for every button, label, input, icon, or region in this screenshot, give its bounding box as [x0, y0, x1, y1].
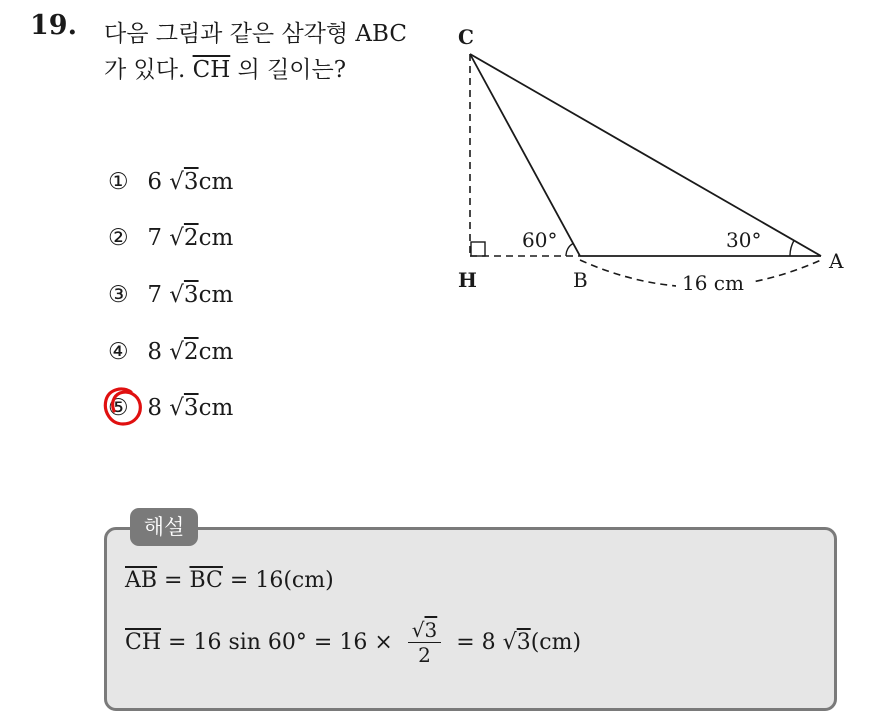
- label-a: A: [829, 249, 844, 273]
- choice-2[interactable]: [108, 221, 233, 255]
- choice-number: ①: [108, 169, 129, 195]
- choice-radicand: 2: [183, 225, 199, 251]
- choice-unit: cm: [198, 169, 234, 195]
- fraction-denominator: 2: [418, 642, 431, 667]
- solution-line-1: [125, 568, 334, 593]
- question-text: [104, 16, 434, 88]
- choice-number: ④: [108, 339, 129, 365]
- choice-unit: cm: [198, 225, 234, 251]
- choice-unit: cm: [198, 282, 234, 308]
- angle-b-arc: [566, 244, 573, 257]
- segment-ch: $\overline{CH}$: [125, 629, 162, 655]
- choice-coef: 7: [147, 225, 162, 251]
- choice-radicand: 2: [183, 339, 199, 365]
- solution-title: 해설: [130, 508, 198, 546]
- choice-coef: 7: [147, 282, 162, 308]
- line2-unit: (cm): [530, 629, 582, 655]
- sqrt-symbol: √: [411, 617, 425, 642]
- sqrt-symbol: √: [169, 282, 184, 308]
- choice-coef: 8: [147, 339, 162, 365]
- choice-unit: cm: [198, 395, 234, 421]
- segment-ca-line: [470, 54, 821, 256]
- choice-radicand: 3: [183, 395, 199, 421]
- sqrt-symbol: √: [169, 339, 184, 365]
- choice-number: ⑤: [108, 395, 129, 421]
- angle-b-label: 60°: [522, 228, 558, 252]
- fraction-numerator: [408, 618, 441, 643]
- segment-bc: $\overline{BC}$: [189, 568, 223, 593]
- line2-radicand: 3: [516, 629, 531, 655]
- fraction-radicand: 3: [424, 617, 438, 642]
- segment-cb-line: [470, 54, 580, 256]
- choice-3[interactable]: [108, 278, 233, 312]
- choice-coef: 8: [147, 395, 162, 421]
- segment-ab: $\overline{AB}$: [125, 568, 158, 593]
- label-c: C: [458, 25, 474, 49]
- line2-right-coef: = 8: [449, 629, 503, 655]
- choice-1[interactable]: [108, 165, 233, 199]
- segment-ch: $\overline{CH}$: [192, 57, 231, 83]
- right-angle-mark: [471, 242, 485, 256]
- equals-sign: =: [157, 568, 190, 593]
- line2-left: = 16 sin 60° = 16 ×: [161, 629, 400, 655]
- angle-a-arc: [790, 241, 794, 257]
- label-b: B: [573, 268, 588, 292]
- sqrt-symbol: √: [169, 169, 184, 195]
- sqrt-symbol: √: [502, 629, 517, 655]
- fraction: [408, 618, 441, 667]
- question-text-b: 의 길이는?: [237, 57, 347, 83]
- length-ab-label: 16 cm: [682, 271, 744, 295]
- solution-line-2: [125, 612, 581, 672]
- sqrt-symbol: √: [169, 395, 184, 421]
- choice-4[interactable]: [108, 335, 233, 369]
- choice-unit: cm: [198, 339, 234, 365]
- sqrt-symbol: √: [169, 225, 184, 251]
- line1-rest: = 16(cm): [222, 568, 334, 593]
- answer-circle-mark: [101, 384, 145, 428]
- label-h: H: [458, 268, 477, 292]
- choice-coef: 6: [147, 169, 162, 195]
- question-number: 19.: [30, 10, 77, 41]
- triangle-diagram: [440, 14, 860, 304]
- choice-number: ②: [108, 225, 129, 251]
- choice-number: ③: [108, 282, 129, 308]
- question-text-a: 다음 그림과 같은 삼각형 ABC 가 있다.: [104, 21, 407, 83]
- angle-a-label: 30°: [726, 228, 762, 252]
- choice-radicand: 3: [183, 169, 199, 195]
- choice-radicand: 3: [183, 282, 199, 308]
